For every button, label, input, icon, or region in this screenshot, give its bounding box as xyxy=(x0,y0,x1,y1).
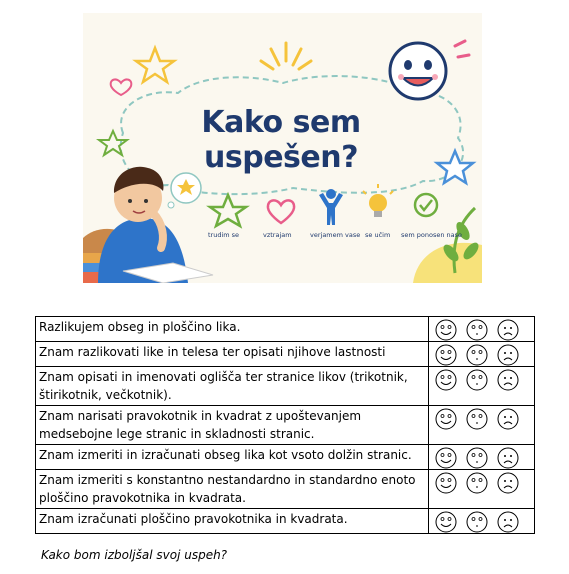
criterion-text: Znam razlikovati like in telesa ter opisati njihove lastnosti xyxy=(36,342,429,367)
criterion-text: Znam opisati in imenovati oglišča ter stranice likov (trikotnik, štirikotnik, večkotnik). xyxy=(36,367,429,406)
neutral-face-icon[interactable] xyxy=(466,369,488,391)
heart-icon xyxy=(111,79,132,95)
verjamem-vase-figure-icon xyxy=(319,189,343,225)
neutral-face-icon[interactable] xyxy=(466,511,488,533)
smiling-face-icon[interactable] xyxy=(435,447,457,469)
se-ucim-lightbulb-icon xyxy=(363,184,393,217)
neutral-face-icon[interactable] xyxy=(466,447,488,469)
improvement-question: Kako bom izboljšal svoj uspeh? xyxy=(41,548,228,562)
table-row xyxy=(36,317,535,342)
trudim-se-star-icon xyxy=(210,195,246,226)
criterion-text: Znam narisati pravokotnik in kvadrat z upoštevanjem medsebojne lege stranic in skladnosti stranic. xyxy=(36,406,429,445)
smiling-face-icon[interactable] xyxy=(435,344,457,366)
banner-title: Kako sem uspešen? xyxy=(201,105,361,175)
banner-illustration xyxy=(83,13,482,283)
criterion-text: Znam izračunati ploščino pravokotnika in kvadrata. xyxy=(36,509,429,534)
sad-face-icon[interactable] xyxy=(497,319,519,341)
rating-faces-cell xyxy=(429,342,535,367)
neutral-face-icon[interactable] xyxy=(466,319,488,341)
smiley-sun-icon xyxy=(390,41,469,99)
sad-face-icon[interactable] xyxy=(497,447,519,469)
table-row xyxy=(36,470,535,509)
sad-face-icon[interactable] xyxy=(497,472,519,494)
criterion-text: Razlikujem obseg in ploščino lika. xyxy=(36,317,429,342)
rating-faces-cell xyxy=(429,509,535,534)
smiling-face-icon[interactable] xyxy=(435,369,457,391)
thought-bubble-icon xyxy=(168,173,201,208)
rating-faces-cell xyxy=(429,406,535,445)
sad-face-icon[interactable] xyxy=(497,344,519,366)
rating-faces-cell xyxy=(429,367,535,406)
table-row xyxy=(36,509,535,534)
label-trudim-se: trudim se xyxy=(208,231,240,239)
label-se-ucim: se učim xyxy=(365,231,391,239)
smiling-face-icon[interactable] xyxy=(435,319,457,341)
criterion-text: Znam izmeriti in izračunati obseg lika kot vsoto dolžin stranic. xyxy=(36,445,429,470)
star-icon xyxy=(136,48,174,82)
sad-face-icon[interactable] xyxy=(497,511,519,533)
smiling-face-icon[interactable] xyxy=(435,408,457,430)
neutral-face-icon[interactable] xyxy=(466,408,488,430)
table-row xyxy=(36,367,535,406)
table-row xyxy=(36,406,535,445)
rating-faces-cell xyxy=(429,445,535,470)
label-sem-ponosen-nase: sem ponosen nase xyxy=(401,231,463,239)
sad-face-icon[interactable] xyxy=(497,408,519,430)
smiling-face-icon[interactable] xyxy=(435,511,457,533)
table-row xyxy=(36,342,535,367)
rating-faces-cell xyxy=(429,470,535,509)
criterion-text: Znam izmeriti s konstantno nestandardno in standardno enoto ploščino pravokotnika in kvadrata. xyxy=(36,470,429,509)
label-verjamem-vase: verjamem vase xyxy=(310,231,361,239)
sun-rays-icon xyxy=(261,43,311,69)
rating-faces-cell xyxy=(429,317,535,342)
self-assessment-table xyxy=(35,316,535,534)
table-row xyxy=(36,445,535,470)
sem-ponosen-check-icon xyxy=(415,194,437,216)
neutral-face-icon[interactable] xyxy=(466,344,488,366)
neutral-face-icon[interactable] xyxy=(466,472,488,494)
sad-face-icon[interactable] xyxy=(497,369,519,391)
vztrajam-heart-icon xyxy=(268,200,294,223)
smiling-face-icon[interactable] xyxy=(435,472,457,494)
label-vztrajam: vztrajam xyxy=(263,231,292,239)
